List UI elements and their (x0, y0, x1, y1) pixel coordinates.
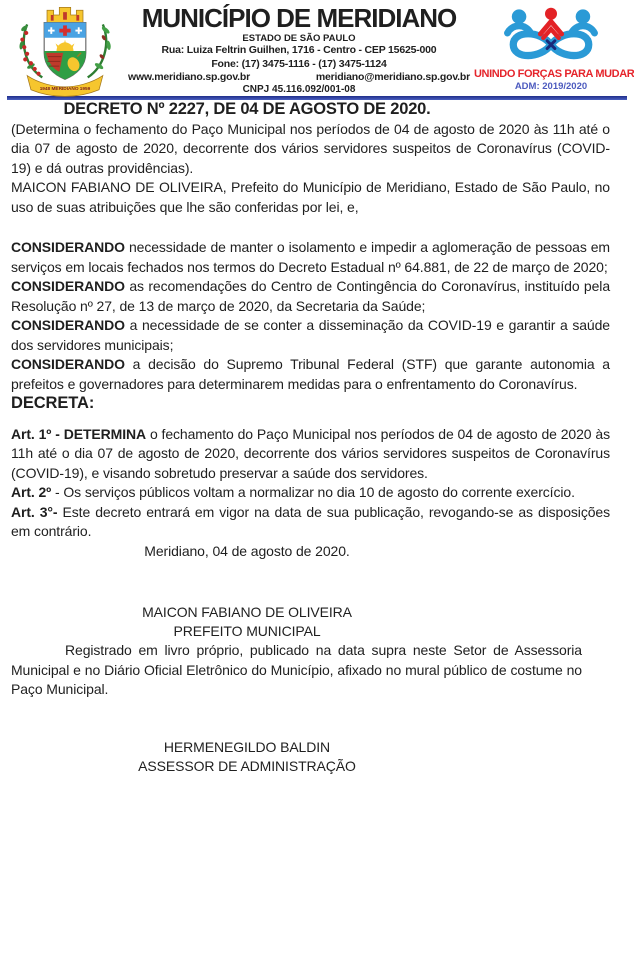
article-paragraph (11, 483, 610, 503)
signature-name: HERMENEGILDO BALDIN (163, 738, 331, 755)
consideration-text: a necessidade de se conter a disseminação da COVID-19 e garantir a saúde dos servidores municipais; (11, 317, 610, 353)
consideration-paragraph (11, 316, 610, 355)
article-label: Art. 2º (11, 484, 52, 500)
article-text: o fechamento do Paço Municipal nos períodos de 04 de agosto de 2020 às 11h até o dia 07 de agosto de 2020, decorrente dos vários servidores suspeitos de Coronavírus (COVID-19), e visando sobretudo preservar a saúde dos servidores. (11, 425, 610, 481)
consideration-label: CONSIDERANDO (11, 317, 125, 333)
decreta-heading: DECRETA: (11, 394, 95, 412)
email-text: meridiano@meridiano.sp.gov.br (315, 70, 470, 83)
signature-block-mayor (11, 603, 483, 641)
address-line: Rua: Luiza Feltrin Guilhen, 1716 - Centro - CEP 15625-000 (161, 44, 437, 57)
consideration-paragraph (11, 355, 610, 394)
phone-line: Fone: (17) 3475-1116 - (17) 3475-1124 (211, 57, 387, 70)
consideration-label: CONSIDERANDO (11, 278, 125, 294)
web-email-line (124, 71, 474, 84)
article-label: Art. 1º - DETERMINA (11, 425, 147, 442)
consideration-label: CONSIDERANDO (11, 239, 125, 255)
article-paragraph (11, 503, 610, 542)
article-text: - Os serviços públicos voltam a normalizar no dia 10 de agosto do corrente exercício. (51, 484, 575, 500)
consideration-label: CONSIDERANDO (11, 356, 125, 372)
coat-of-arms-svg (12, 3, 118, 97)
decree-body (0, 100, 634, 776)
signature-name: MAICON FABIANO DE OLIVEIRA (142, 604, 352, 620)
registration-paragraph: Registrado em livro próprio, publicado na data supra neste Setor de Assessoria Municipal e no Diário Oficial Eletrônico do Município, afixado no mural público de costume no Paço Municipal. (11, 642, 582, 697)
consideration-text: a decisão do Supremo Tribunal Federal (STF) que garante autonomia a prefeitos e governadores para determinarem medidas para o enfrentamento do Coronavírus. (11, 356, 610, 392)
article-text: Este decreto entrará em vigor na data de sua publicação, revogando-se as disposições em contrário. (11, 503, 610, 539)
place-date-line: Meridiano, 04 de agosto de 2020. (144, 542, 350, 559)
website-text: www.meridiano.sp.gov.br (128, 70, 250, 83)
consideration-text: as recomendações do Centro de Contingência do Coronavírus, instituído pela Resolução nº 27, de 13 de março de 2020, da Secretaria da Saúde; (11, 278, 610, 314)
consideration-text: necessidade de manter o isolamento e impedir a aglomeração de pessoas em serviços em locais fechados nos termos do Decreto Estadual nº 64.881, de 22 de março de 2020; (11, 239, 610, 275)
administration-logo (474, 3, 634, 92)
consideration-paragraph (11, 238, 610, 277)
municipality-name: MUNICÍPIO DE MERIDIANO (141, 3, 457, 33)
letterhead-center (124, 3, 474, 96)
signature-role: ASSESSOR DE ADMINISTRAÇÃO (138, 757, 356, 774)
consideration-paragraph (11, 277, 610, 316)
cnpj-line: CNPJ 45.116.092/001-08 (242, 83, 356, 95)
coat-of-arms-icon (12, 3, 124, 102)
decree-summary: (Determina o fechamento do Paço Municipal nos períodos de 04 de agosto de 2020 às 11h até o dia 07 de agosto de 2020, decorrente dos vários servidores suspeitos de Coronavírus (COVID-19) e dá outras providências). (11, 120, 610, 176)
letterhead (0, 0, 634, 95)
adm-logo-icon (478, 5, 624, 65)
decree-preamble: MAICON FABIANO DE OLIVEIRA, Prefeito do Município de Meridiano, Estado de São Paulo, no uso de suas atribuições que lhe são conferidas por lei, e, (11, 179, 610, 215)
signature-role: PREFEITO MUNICIPAL (173, 623, 321, 639)
article-paragraph (11, 425, 610, 484)
decree-title: DECRETO Nº 2227, DE 04 DE AGOSTO DE 2020. (63, 100, 431, 118)
article-label: Art. 3°- (11, 503, 58, 520)
logo-adm-years: ADM: 2019/2020 (514, 81, 588, 92)
logo-slogan: UNINDO FORÇAS PARA MUDAR (474, 68, 634, 80)
state-line: ESTADO DE SÃO PAULO (242, 32, 356, 44)
crest-motto: 1948 MERIDIANO 1959 (39, 86, 91, 92)
signature-block-assessor (11, 738, 483, 776)
